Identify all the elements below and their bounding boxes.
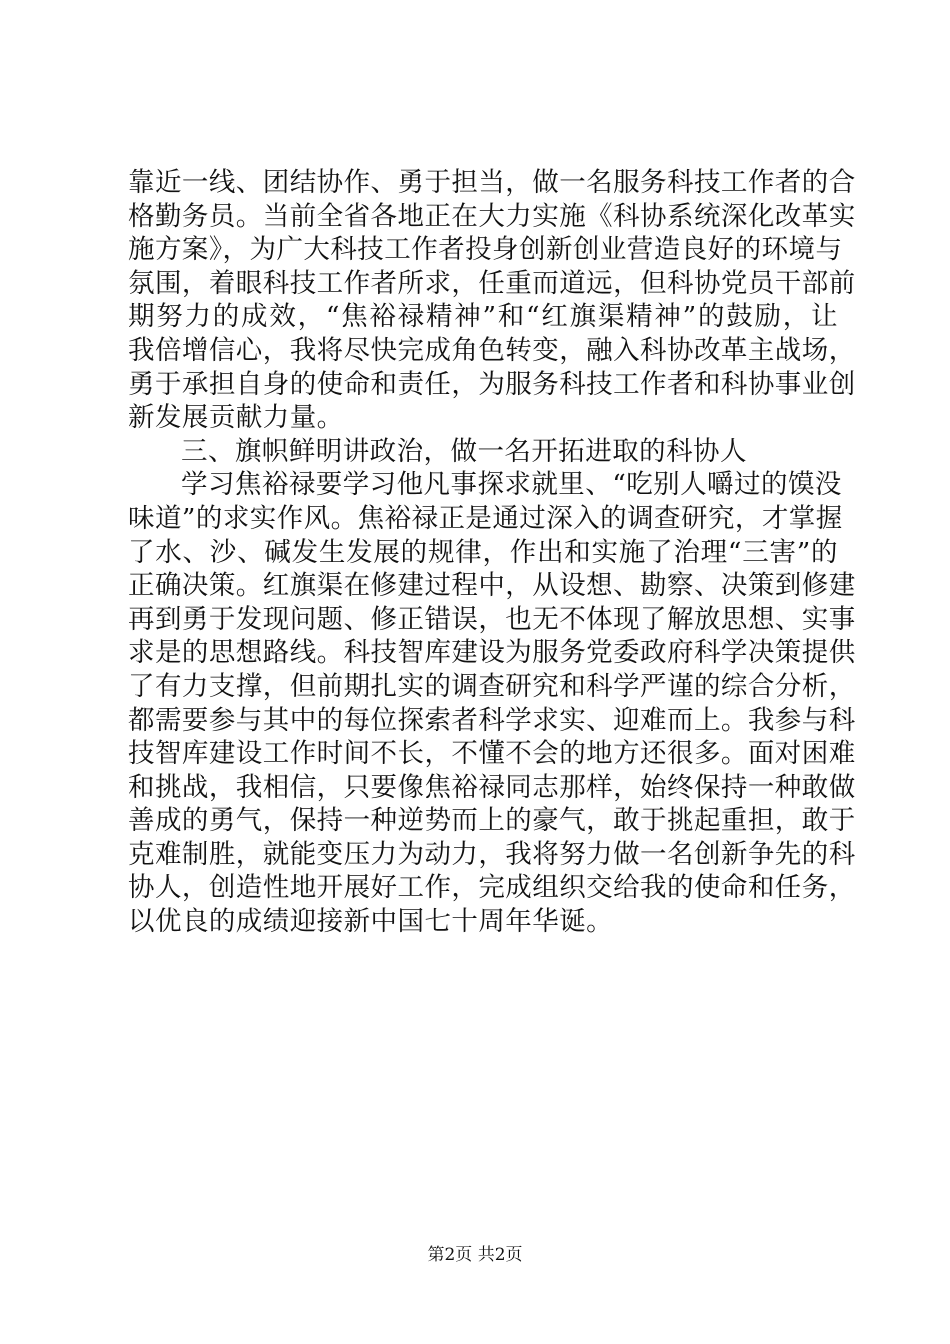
text-line: 再到勇于发现问题、修正错误，也无不体现了解放思想、实事 bbox=[128, 603, 856, 635]
text-line: 协人，创造性地开展好工作，完成组织交给我的使命和任务， bbox=[128, 872, 856, 904]
text-line: 以优良的成绩迎接新中国七十周年华诞。 bbox=[128, 906, 614, 938]
text-line: 氛围，着眼科技工作者所求，任重而道远，但科协党员干部前 bbox=[128, 267, 856, 299]
text-line: 正确决策。红旗渠在修建过程中，从设想、勘察、决策到修建 bbox=[128, 570, 856, 602]
text-line: 我倍增信心，我将尽快完成角色转变，融入科协改革主战场， bbox=[128, 334, 856, 366]
text-line: 味道”的求实作风。焦裕禄正是通过深入的调查研究，才掌握 bbox=[128, 502, 843, 534]
text-line: 格勤务员。当前全省各地正在大力实施《科协系统深化改革实 bbox=[128, 200, 856, 232]
text-line: 和挑战，我相信，只要像焦裕禄同志那样，始终保持一种敢做 bbox=[128, 771, 856, 803]
text-line: 新发展贡献力量。 bbox=[128, 402, 344, 434]
text-line: 学习焦裕禄要学习他凡事探求就里、“吃别人嚼过的馍没 bbox=[181, 469, 842, 501]
page-footer: 第2页 共2页 bbox=[427, 1245, 523, 1265]
text-line: 克难制胜，就能变压力为动力，我将努力做一名创新争先的科 bbox=[128, 838, 856, 870]
text-line: 善成的勇气，保持一种逆势而上的豪气，敢于挑起重担，敢于 bbox=[128, 805, 856, 837]
text-line: 了有力支撑，但前期扎实的调查研究和科学严谨的综合分析， bbox=[128, 670, 856, 702]
text-line: 施方案》，为广大科技工作者投身创新创业营造良好的环境与 bbox=[128, 234, 843, 266]
document-body bbox=[128, 166, 856, 939]
text-line: 靠近一线、团结协作、勇于担当，做一名服务科技工作者的合 bbox=[128, 167, 856, 198]
text-line: 勇于承担自身的使命和责任，为服务科技工作者和科协事业创 bbox=[128, 368, 856, 400]
text-line: 技智库建设工作时间不长，不懂不会的地方还很多。面对困难 bbox=[128, 738, 856, 770]
text-line: 都需要参与其中的每位探索者科学求实、迎难而上。我参与科 bbox=[128, 704, 856, 736]
text-line: 了水、沙、碱发生发展的规律，作出和实施了治理“三害”的 bbox=[128, 536, 838, 568]
section-heading: 三、旗帜鲜明讲政治，做一名开拓进取的科协人 bbox=[181, 435, 747, 467]
text-line: 期努力的成效，“焦裕禄精神”和“红旗渠精神”的鼓励，让 bbox=[128, 301, 838, 333]
text-line: 求是的思想路线。科技智库建设为服务党委政府科学决策提供 bbox=[128, 637, 856, 669]
